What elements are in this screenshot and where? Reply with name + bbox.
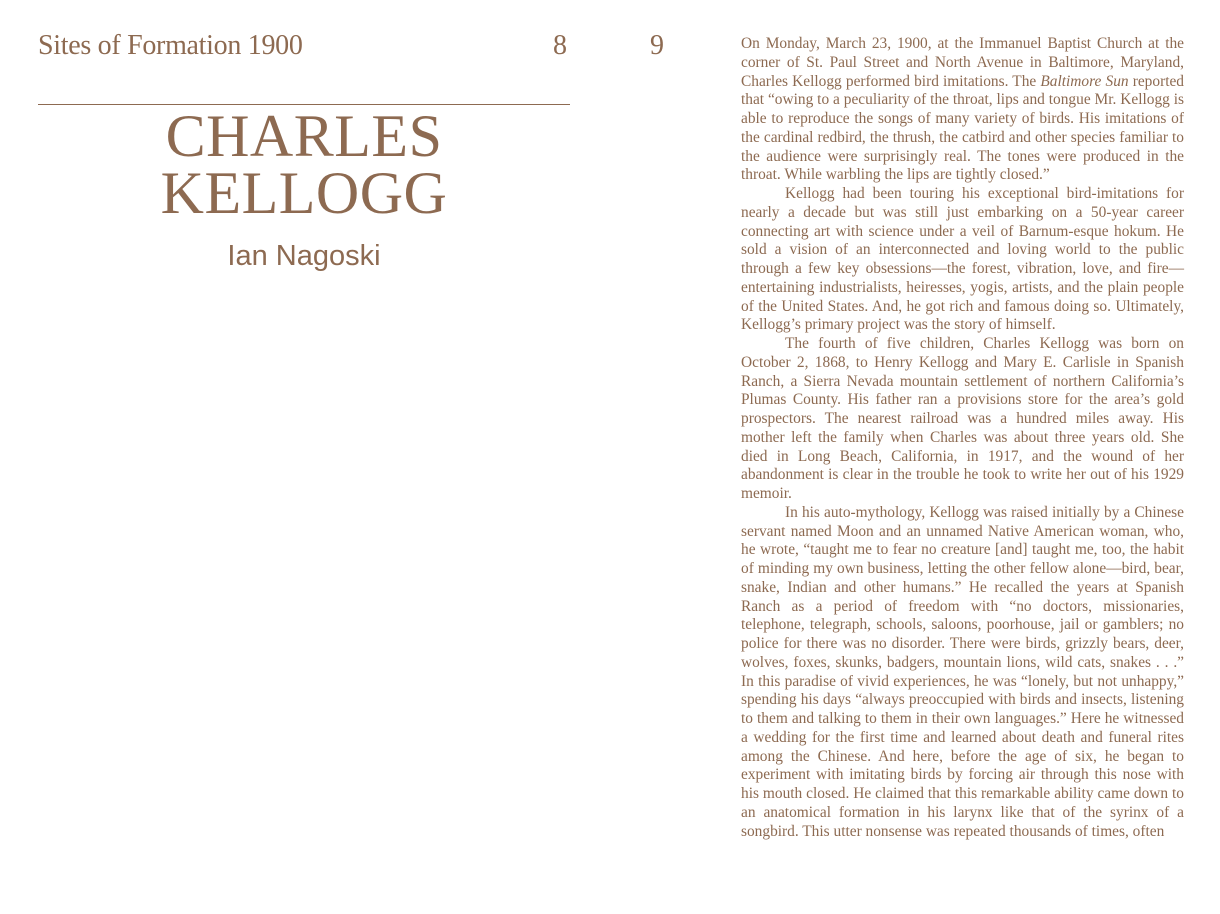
- page-number-left: 8: [553, 30, 567, 61]
- chapter-title: [38, 103, 570, 226]
- paragraph-1-text-a: On Monday, March 23, 1900, at the Immanuel Baptist Church at the corner of St. Paul Street and North Avenue in Baltimore, Maryland, Charles Kellogg performed bird imitations. The: [741, 35, 1184, 90]
- paragraph-2: Kellogg had been touring his exceptional bird-imitations for nearly a decade but was still just embarking on a 50-year career connecting art with science under a veil of Barnum-esque hokum. He sold a vision of an interconnected and loving world to the public through a few key obsessions—the forest, vibration, love, and fire—entertaining industrialists, heiresses, yogis, artists, and the plain people of the United States. And, he got rich and famous doing so. Ultimately, Kellogg’s primary project was the story of himself.: [741, 185, 1184, 334]
- paragraph-1-text-b: reported that “owing to a peculiarity of the throat, lips and tongue Mr. Kellogg is able to reproduce the songs of many variety of birds. His imitations of the cardinal redbird, the thrush, the catbird and other species familiar to the audience were surprisingly real. The tones were produced in the throat. While warbling the lips are tightly closed.”: [741, 72, 1185, 184]
- chapter-title-line-2: KELLOGG: [160, 160, 448, 226]
- body-text: [741, 35, 1184, 841]
- author-name: Ian Nagoski: [227, 240, 381, 272]
- paragraph-3: The fourth of five children, Charles Kellogg was born on October 2, 1868, to Henry Kellogg and Mary E. Carlisle in Spanish Ranch, a Sierra Nevada mountain settlement of northern California’s Plumas County. His father ran a provisions store for the area’s gold prospectors. The nearest railroad was a hundred miles away. His mother left the family when Charles was about three years old. She died in Long Beach, California, in 1917, and the wound of her abandonment is clear in the trouble he took to write her out of his 1929 memoir.: [741, 335, 1184, 502]
- newspaper-title: Baltimore Sun: [1040, 72, 1129, 90]
- page-number-right: 9: [650, 30, 664, 61]
- paragraph-1: [741, 35, 1184, 185]
- running-head: Sites of Formation 1900: [38, 30, 303, 61]
- right-page: [610, 0, 1220, 914]
- paragraph-4: In his auto-mythology, Kellogg was raised initially by a Chinese servant named Moon and an unnamed Native American woman, who, he wrote, “taught me to fear no creature [and] taught me, too, the habit of minding my own business, letting the other fellow alone—bird, bear, snake, Indian and other humans.” He recalled the years at Spanish Ranch as a period of freedom with “no doctors, missionaries, telephone, telegraph, schools, saloons, poorhouse, jail or gamblers; no police for there was no disorder. There were birds, grizzly bears, deer, wolves, foxes, skunks, badgers, mountain lions, wild cats, snakes . . .” In this paradise of vivid experiences, he was “lonely, but not unhappy,” spending his days “always preoccupied with birds and insects, listening to them and talking to them in their own languages.” Here he witnessed a wedding for the first time and learned about death and funeral rites among the Chinese. And here, before the age of six, he began to experiment with imitating birds by forcing air through this nose with his mouth closed. He claimed that this remarkable ability came down to an anatomical formation in his larynx like that of the syrinx of a songbird. This utter nonsense was repeated thousands of times, often: [741, 503, 1184, 840]
- chapter-title-line-1: CHARLES: [165, 103, 443, 169]
